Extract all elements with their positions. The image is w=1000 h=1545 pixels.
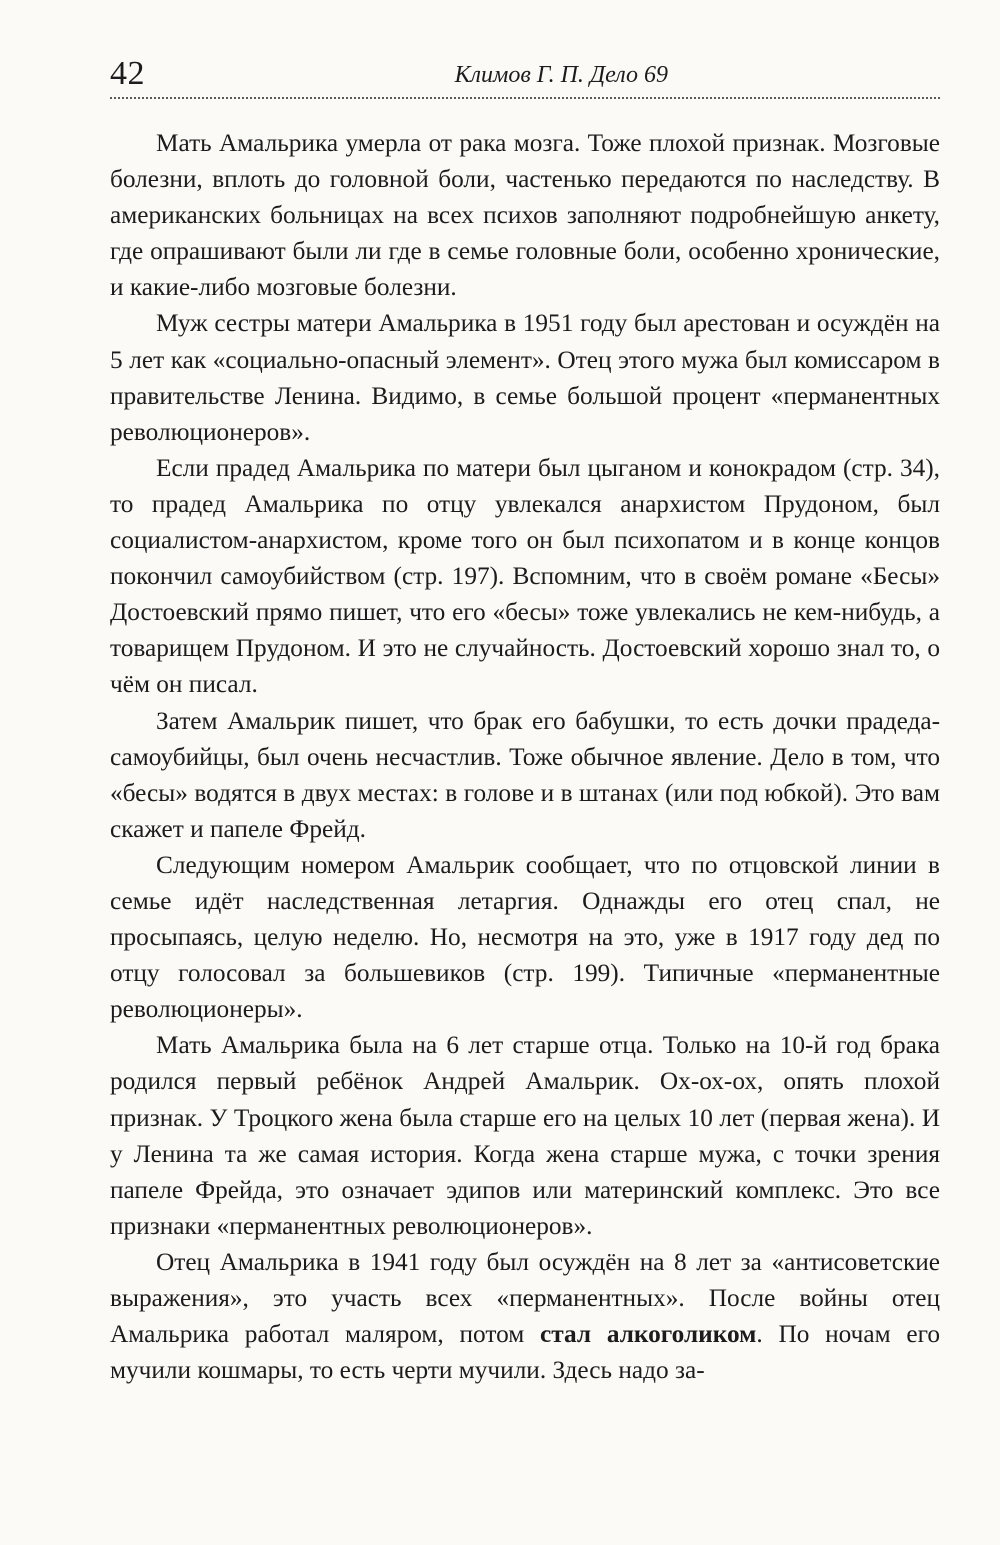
page-number: 42 (110, 55, 145, 92)
paragraph-4: Затем Амальрик пишет, что брак его бабушки, то есть дочки прадеда-самоубийцы, был очень несчастлив. Тоже обычное явление. Дело в том, что «бесы» водятся в двух местах: в голове и в штанах (или под юбкой). Это вам скажет и папеле Фрейд. (110, 706, 940, 843)
paragraph-1: Мать Амальрика умерла от рака мозга. Тоже плохой признак. Мозговые болезни, вплоть до головной боли, частенько передаются по наследству. В американских больницах на всех психов заполняют подробнейшую анкету, где опрашивают были ли где в семье головные боли, особенно хронические, и какие-либо мозговые болезни. (110, 129, 940, 302)
paragraph-2: Муж сестры матери Амальрика в 1951 году был арестован и осуждён на 5 лет как «социально-опасный элемент». Отец этого мужа был комиссаром в правительстве Ленина. Видимо, в семье большой процент «перманентных революционеров». (110, 309, 940, 446)
page-header (110, 52, 940, 96)
paragraph-3: Если прадед Амальрика по матери был цыганом и конокрадом (стр. 34), то прадед Амальрика по отцу увлекался анархистом Прудоном, был социалистом-анархистом, кроме того он был психопатом и в конце концов покончил самоубийством (стр. 197). Вспомним, что в своём романе «Бесы» Достоевский прямо пишет, что его «бесы» тоже увлекались не кем-нибудь, а товарищем Прудоном. И это не случайность. Достоевский хорошо знал то, о чём он писал. (110, 453, 940, 699)
paragraph-5: Следующим номером Амальрик сообщает, что по отцовской линии в семье идёт наследственная летаргия. Однажды его отец спал, не просыпаясь, целую неделю. Но, несмотря на это, уже в 1917 году дед по отцу голосовал за большевиков (стр. 199). Типичные «перманентные революционеры». (110, 850, 940, 1024)
paragraph-7-start: Отец Амальрика в 1941 году был осуждён на 8 лет за «антисоветские выражения», это участь всех «перманентных». После войны отец Амальрика работал маляром, потом (110, 1247, 940, 1349)
paragraph-6: Мать Амальрика была на 6 лет старше отца. Только на 10-й год брака родился первый ребёнок Андрей Амальрик. Ох-ох-ох, опять плохой признак. У Троцкого жена была старше его на целых 10 лет (первая жена). И у Ленина та же самая история. Когда жена старше мужа, с точки зрения папеле Фрейда, это означает эдипов или материнский комплекс. Это все признаки «перманентных революционеров». (110, 1031, 940, 1240)
paragraph-7-bold-phrase: стал алкоголиком (540, 1320, 757, 1349)
paragraph-7 (110, 1244, 940, 1388)
body-text (110, 125, 940, 1388)
running-head: Климов Г. П. Дело 69 (454, 62, 668, 88)
paragraph-7-end: . По ночам его мучили кошмары, то есть черти мучили. Здесь надо за- (110, 1320, 940, 1385)
header-divider (110, 97, 940, 99)
